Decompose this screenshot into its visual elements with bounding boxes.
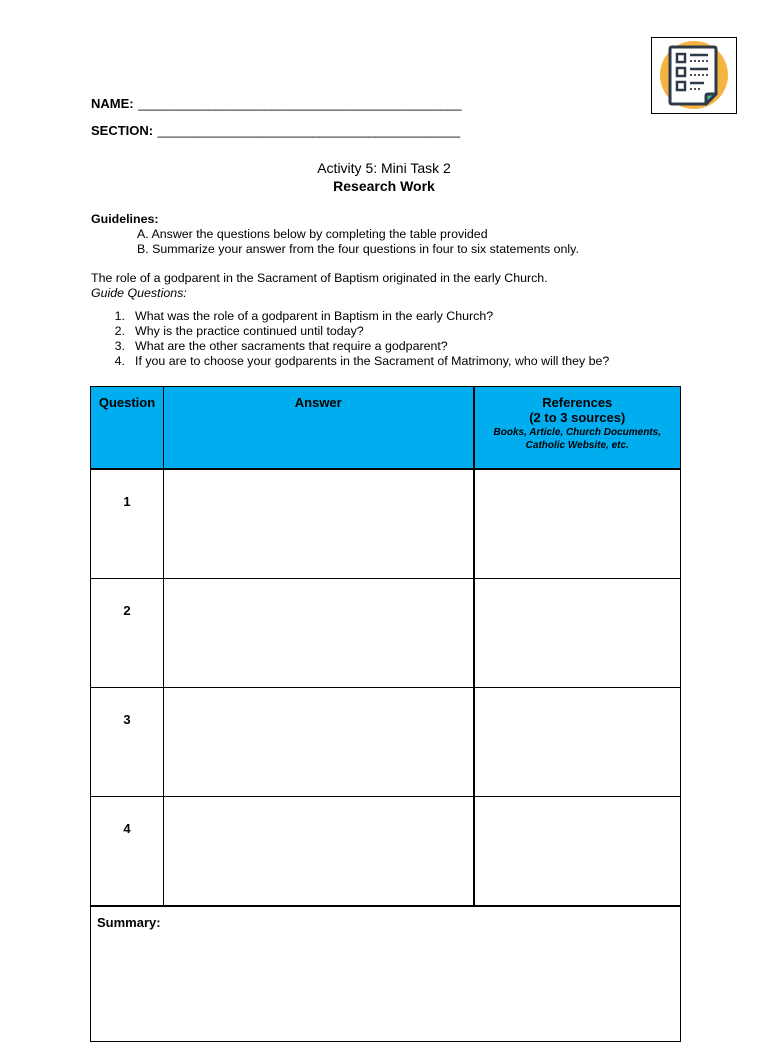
summary-label: Summary: xyxy=(97,915,161,930)
question-text-4: If you are to choose your godparents in the Sacrament of Matrimony, who will they be? xyxy=(135,354,610,368)
section-label: SECTION: xyxy=(91,123,154,138)
guidelines-label: Guidelines: xyxy=(91,212,159,226)
row-number-1: 1 xyxy=(91,469,164,579)
question-number-2: 2. xyxy=(114,324,125,338)
section-line[interactable]: ___________________________________________ xyxy=(157,123,460,138)
references-cell-4[interactable] xyxy=(474,797,681,907)
answer-cell-3[interactable] xyxy=(164,688,474,797)
references-note-line2: Catholic Website, etc. xyxy=(525,440,629,451)
activity-subtitle: Research Work xyxy=(333,178,435,194)
header-answer: Answer xyxy=(164,387,474,470)
row-number-4: 4 xyxy=(91,797,164,907)
answer-cell-2[interactable] xyxy=(164,579,474,688)
answer-cell-1[interactable] xyxy=(164,469,474,579)
checklist-icon xyxy=(651,37,737,114)
table-header-row xyxy=(91,387,681,470)
question-text-2: Why is the practice continued until today? xyxy=(135,324,364,338)
header-references xyxy=(474,387,681,470)
table-row xyxy=(91,797,681,907)
references-count: (2 to 3 sources) xyxy=(529,410,626,425)
guide-questions-label: Guide Questions: xyxy=(91,286,187,300)
row-number-3: 3 xyxy=(91,688,164,797)
section-field[interactable] xyxy=(91,122,460,140)
question-number-4: 4. xyxy=(114,354,125,368)
references-note-line1: Books, Article, Church Documents, xyxy=(493,427,661,438)
row-number-2: 2 xyxy=(91,579,164,688)
guideline-a: A. Answer the questions below by completing the table provided xyxy=(137,227,488,241)
question-number-3: 3. xyxy=(114,339,125,353)
references-cell-2[interactable] xyxy=(474,579,681,688)
header-question: Question xyxy=(91,387,164,470)
intro-text: The role of a godparent in the Sacrament of Baptism originated in the early Church. xyxy=(91,271,548,285)
research-table xyxy=(90,386,681,1042)
guideline-b: B. Summarize your answer from the four questions in four to six statements only. xyxy=(137,242,579,256)
name-line[interactable]: ______________________________________________ xyxy=(138,96,462,111)
activity-title: Activity 5: Mini Task 2 xyxy=(317,160,451,176)
name-label: NAME: xyxy=(91,96,134,111)
answer-cell-4[interactable] xyxy=(164,797,474,907)
table-row xyxy=(91,688,681,797)
question-text-3: What are the other sacraments that require a godparent? xyxy=(135,339,448,353)
references-cell-3[interactable] xyxy=(474,688,681,797)
checklist-icon-graphic xyxy=(652,38,736,113)
name-field[interactable] xyxy=(91,95,461,113)
summary-cell[interactable] xyxy=(91,906,681,1042)
table-row xyxy=(91,579,681,688)
summary-row xyxy=(91,906,681,1042)
question-number-1: 1. xyxy=(114,309,125,323)
references-cell-1[interactable] xyxy=(474,469,681,579)
table-row xyxy=(91,469,681,579)
references-note xyxy=(475,426,681,452)
question-text-1: What was the role of a godparent in Baptism in the early Church? xyxy=(135,309,494,323)
references-title: References xyxy=(542,395,613,410)
